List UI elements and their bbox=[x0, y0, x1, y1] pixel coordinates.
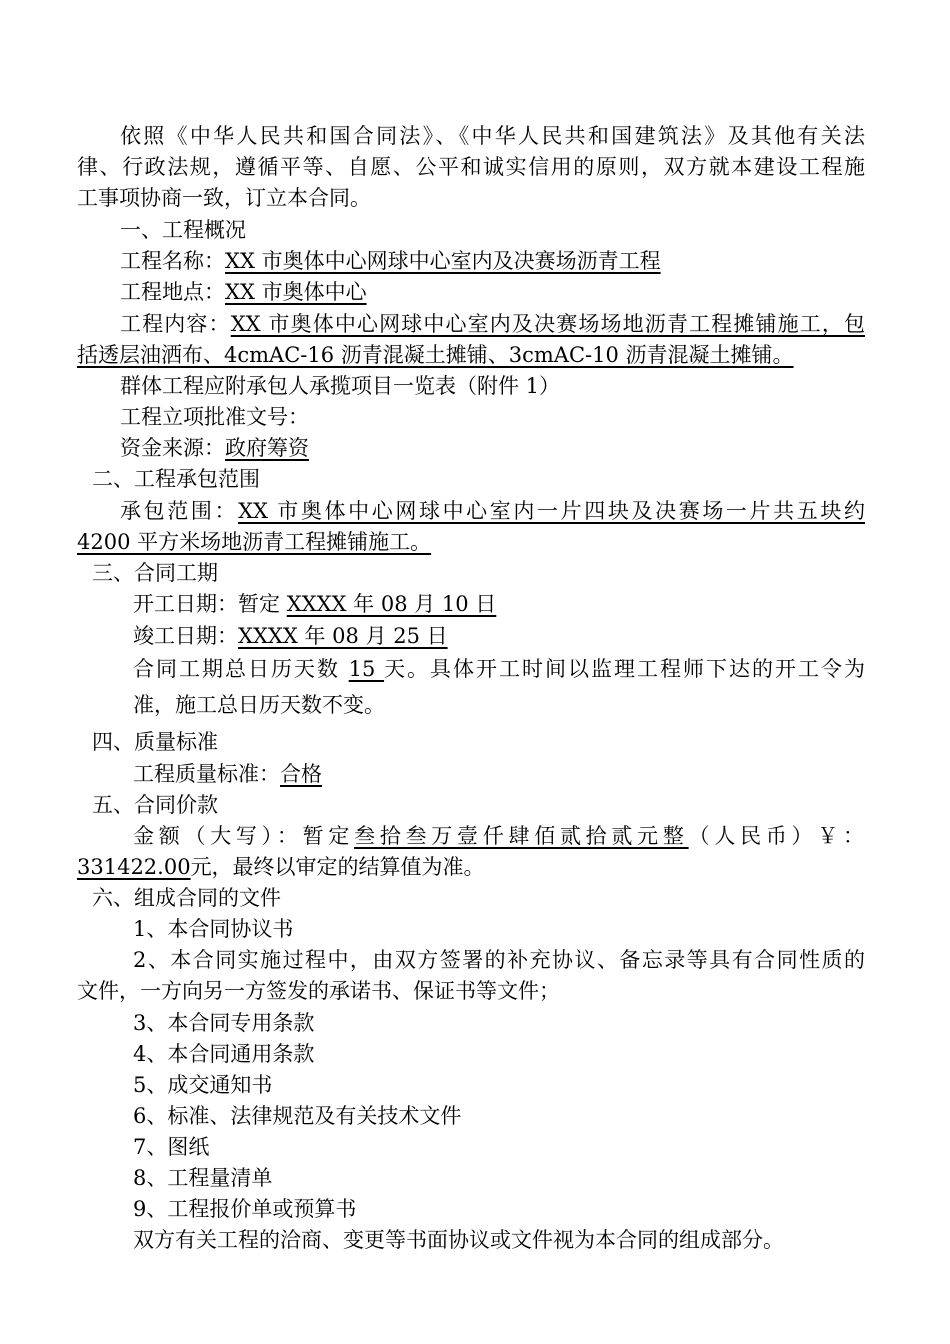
duration-prefix: 合同工期总日历天数 bbox=[133, 657, 349, 681]
project-content-row bbox=[120, 309, 865, 339]
preamble-line-2: 律、行政法规，遵循平等、自愿、公平和诚实信用的原则，双方就本建设工程施 bbox=[77, 155, 865, 179]
approval-number-label: 工程立项批准文号： bbox=[120, 405, 309, 429]
document-item-7: 7、图纸 bbox=[133, 1135, 210, 1159]
amount-suffix: （人民币）￥： bbox=[688, 824, 866, 848]
project-place-row bbox=[120, 277, 367, 307]
group-project-note: 群体工程应附承包人承揽项目一览表（附件 1） bbox=[120, 374, 561, 398]
section-4-heading: 四、质量标准 bbox=[92, 730, 218, 754]
amount-prefix: 金额（大写）：暂定 bbox=[133, 824, 355, 848]
duration-line-2: 准，施工总日历天数不变。 bbox=[133, 693, 385, 717]
project-place-label: 工程地点： bbox=[120, 280, 225, 304]
section-3-heading: 三、合同工期 bbox=[92, 561, 218, 585]
scope-label: 承包范围： bbox=[120, 499, 239, 523]
fund-source-value: 政府筹资 bbox=[225, 436, 309, 460]
scope-row bbox=[120, 496, 865, 526]
project-place-value: XX 市奥体中心 bbox=[225, 280, 367, 304]
section-6-heading: 六、组成合同的文件 bbox=[92, 886, 281, 910]
end-date-value: XXXX 年 08 月 25 日 bbox=[238, 624, 448, 648]
end-date-row bbox=[133, 621, 448, 651]
end-date-label: 竣工日期： bbox=[133, 624, 238, 648]
project-content-line-2 bbox=[77, 340, 794, 370]
duration-row bbox=[133, 654, 865, 684]
section-5-heading: 五、合同价款 bbox=[92, 793, 218, 817]
document-item-4: 4、本合同通用条款 bbox=[133, 1042, 315, 1066]
amount-line-2 bbox=[77, 852, 485, 882]
quality-value: 合格 bbox=[280, 762, 322, 786]
start-date-row bbox=[133, 589, 496, 619]
amount-note: 元，最终以审定的结算值为准。 bbox=[190, 855, 485, 879]
preamble-line-1: 依照《中华人民共和国合同法》、《中华人民共和国建筑法》及其他有关法 bbox=[120, 124, 865, 148]
project-content-value-2: 括透层油洒布、4cmAC-16 沥青混凝土摊铺、3cmAC-10 沥青混凝土摊铺。 bbox=[77, 343, 794, 367]
preamble-line-3: 工事项协商一致，订立本合同。 bbox=[77, 186, 371, 210]
project-name-value: XX 市奥体中心网球中心室内及决赛场沥青工程 bbox=[225, 249, 661, 273]
section-1-heading: 一、工程概况 bbox=[120, 218, 246, 242]
document-item-6: 6、标准、法律规范及有关技术文件 bbox=[133, 1104, 462, 1128]
quality-label: 工程质量标准： bbox=[133, 762, 280, 786]
document-item-3: 3、本合同专用条款 bbox=[133, 1011, 315, 1035]
amount-words: 叁拾叁万壹仟肆佰贰拾贰元整 bbox=[354, 824, 689, 848]
scope-value-2: 4200 平方米场地沥青工程摊铺施工。 bbox=[77, 530, 432, 554]
scope-line-2 bbox=[77, 527, 431, 557]
documents-closing-note: 双方有关工程的洽商、变更等书面协议或文件视为本合同的组成部分。 bbox=[133, 1228, 784, 1252]
document-item-8: 8、工程量清单 bbox=[133, 1166, 273, 1190]
quality-row bbox=[133, 759, 322, 789]
project-content-value-1: XX 市奥体中心网球中心室内及决赛场场地沥青工程摊铺施工，包 bbox=[230, 312, 866, 336]
project-content-label: 工程内容： bbox=[120, 312, 231, 336]
fund-source-row bbox=[120, 433, 309, 463]
amount-row bbox=[133, 821, 865, 851]
start-date-label: 开工日期：暂定 bbox=[133, 592, 287, 616]
project-name-row bbox=[120, 246, 661, 276]
start-date-value: XXXX 年 08 月 10 日 bbox=[286, 592, 497, 616]
duration-suffix: 天。具体开工时间以监理工程师下达的开工令为 bbox=[384, 657, 866, 681]
project-name-label: 工程名称： bbox=[120, 249, 225, 273]
duration-days-value: 15 bbox=[348, 657, 385, 681]
document-item-1: 1、本合同协议书 bbox=[133, 917, 294, 941]
fund-source-label: 资金来源： bbox=[120, 436, 225, 460]
section-2-heading: 二、工程承包范围 bbox=[92, 467, 260, 491]
amount-number: 331422.00 bbox=[77, 855, 191, 879]
scope-value-1: XX 市奥体中心网球中心室内一片四块及决赛场一片共五块约 bbox=[238, 499, 866, 523]
document-item-5: 5、成交通知书 bbox=[133, 1073, 273, 1097]
document-item-2-line-2: 文件，一方向另一方签发的承诺书、保证书等文件； bbox=[77, 979, 560, 1003]
document-item-9: 9、工程报价单或预算书 bbox=[133, 1197, 357, 1221]
document-item-2-line-1: 2、本合同实施过程中，由双方签署的补充协议、备忘录等具有合同性质的 bbox=[133, 948, 865, 972]
